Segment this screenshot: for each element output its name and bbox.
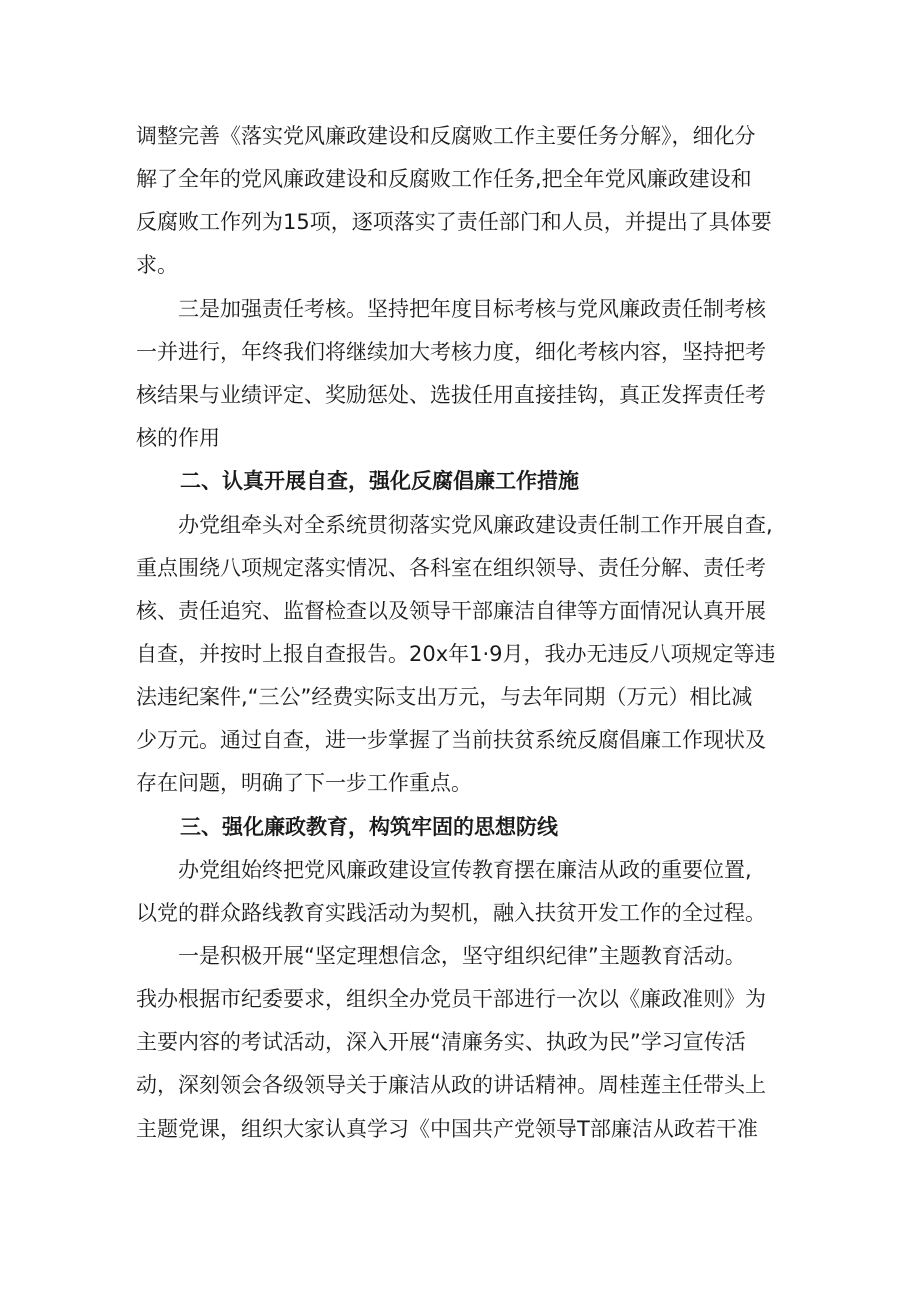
body-line: 解了全年的党风廉政建设和反腐败工作任务,把全年党风廉政建设和 — [136, 167, 752, 191]
body-line: 求。 — [136, 253, 178, 277]
body-line: 以党的群众路线教育实践活动为契机，融入扶贫开发工作的全过程。 — [136, 901, 766, 925]
body-line: 法违纪案件,“三公”经费实际支出万元，与去年同期（万元）相比减 — [136, 685, 753, 709]
body-line: 少万元。通过自查，进一步掌握了当前扶贫系统反腐倡廉工作现状及 — [136, 728, 766, 752]
body-line: 重点围绕八项规定落实情况、各科室在组织领导、责任分解、责任考 — [136, 556, 766, 580]
body-line: 三是加强责任考核。坚持把年度目标考核与党风廉政责任制考核 — [178, 297, 766, 321]
body-line: 自查，并按时上报自查报告。20x年1·9月，我办无违反八项规定等违 — [136, 642, 776, 666]
body-line: 动，深刻领会各级领导关于廉洁从政的讲话精神。周桂莲主任带头上 — [136, 1073, 766, 1097]
body-line: 主要内容的考试活动，深入开展“清廉务实、执政为民”学习宣传活 — [136, 1030, 746, 1054]
section-heading: 三、强化廉政教育，构筑牢固的思想防线 — [180, 815, 558, 839]
body-line: 调整完善《落实党风廉政建设和反腐败工作主要任务分解》，细化分 — [136, 124, 756, 148]
body-line: 办党组始终把党风廉政建设宣传教育摆在廉洁从政的重要位置, — [178, 858, 752, 882]
body-line: 核、责任追究、监督检查以及领导干部廉洁自律等方面情况认真开展 — [136, 599, 766, 623]
section-heading: 二、认真开展自查，强化反腐倡廉工作措施 — [180, 469, 579, 493]
body-line: 一是积极开展“坚定理想信念，坚守组织纪律”主题教育活动。 — [178, 944, 746, 968]
body-line: 核的作用 — [136, 426, 220, 450]
body-line: 存在问题，明确了下一步工作重点。 — [136, 771, 472, 795]
body-line: 办党组牵头对全系统贯彻落实党风廉政建设责任制工作开展自查, — [178, 513, 773, 537]
body-line: 主题党课，组织大家认真学习《中国共产党领导T部廉洁从政若干准 — [136, 1117, 758, 1141]
body-line: 反腐败工作列为15项，逐项落实了责任部门和人员，并提出了具体要 — [136, 210, 772, 234]
body-line: 一并进行，年终我们将继续加大考核力度，细化考核内容，坚持把考 — [136, 340, 766, 364]
body-line: 核结果与业绩评定、奖励惩处、选拔任用直接挂钩，真正发挥责任考 — [136, 383, 766, 407]
body-line: 我办根据市纪委要求，组织全办党员干部进行一次以《廉政准则》为 — [136, 987, 766, 1011]
